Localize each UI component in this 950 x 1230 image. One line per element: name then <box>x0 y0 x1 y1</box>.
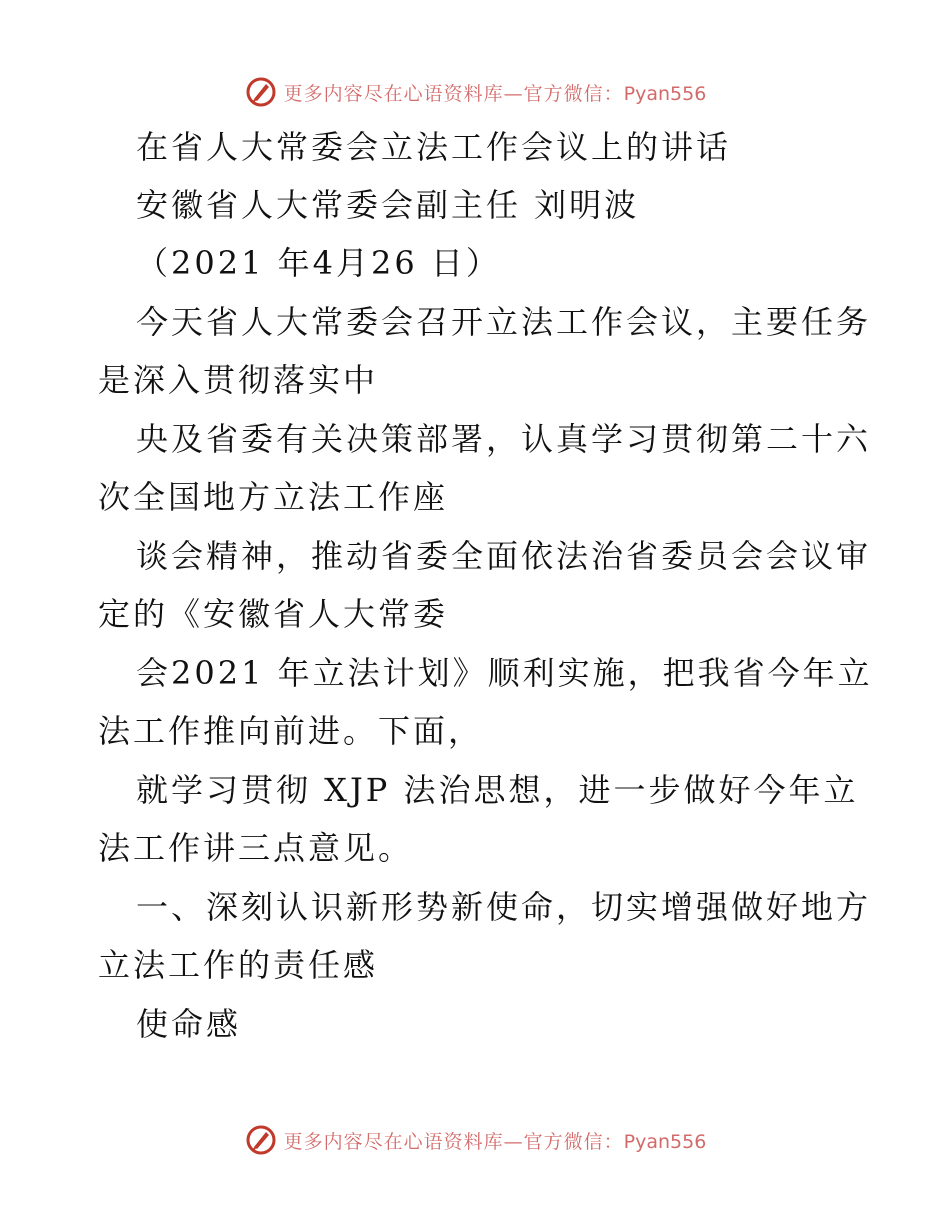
paragraph-line: 会2021 年立法计划》顺利实施，把我省今年立 <box>136 654 873 692</box>
paragraph-line: 央及省委有关决策部署，认真学习贯彻第二十六 <box>136 420 872 458</box>
doc-title: 在省人大常委会立法工作会议上的讲话 <box>136 128 732 166</box>
paragraph-line: 定的《安徽省人大常委 <box>98 595 449 633</box>
quill-pen-logo-icon <box>244 1123 278 1157</box>
watermark-text: 更多内容尽在心语资料库—官方微信：Pyan556 <box>283 82 707 105</box>
paragraph-line: 今天省人大常委会召开立法工作会议，主要任务 <box>136 303 872 341</box>
watermark-header <box>0 72 950 112</box>
paragraph-line: 次全国地方立法工作座 <box>98 478 449 516</box>
section-heading: 立法工作的责任感 <box>98 946 379 984</box>
watermark-footer <box>0 1120 950 1160</box>
section-heading: 使命感 <box>136 1005 242 1043</box>
section-heading: 一、深刻认识新形势新使命，切实增强做好地方 <box>136 888 872 926</box>
paragraph-line: 就学习贯彻 XJP 法治思想，进一步做好今年立 <box>136 771 859 809</box>
paragraph-line: 法工作推向前进。下面， <box>98 712 484 750</box>
doc-date: （2021 年4月26 日） <box>136 244 501 282</box>
watermark-text: 更多内容尽在心语资料库—官方微信：Pyan556 <box>283 1130 707 1153</box>
paragraph-line: 谈会精神，推动省委全面依法治省委员会会议审 <box>136 537 872 575</box>
quill-pen-logo-icon <box>244 75 278 109</box>
paragraph-line: 法工作讲三点意见。 <box>98 829 414 867</box>
paragraph-line: 是深入贯彻落实中 <box>98 361 379 399</box>
doc-speaker: 安徽省人大常委会副主任 刘明波 <box>136 186 640 224</box>
